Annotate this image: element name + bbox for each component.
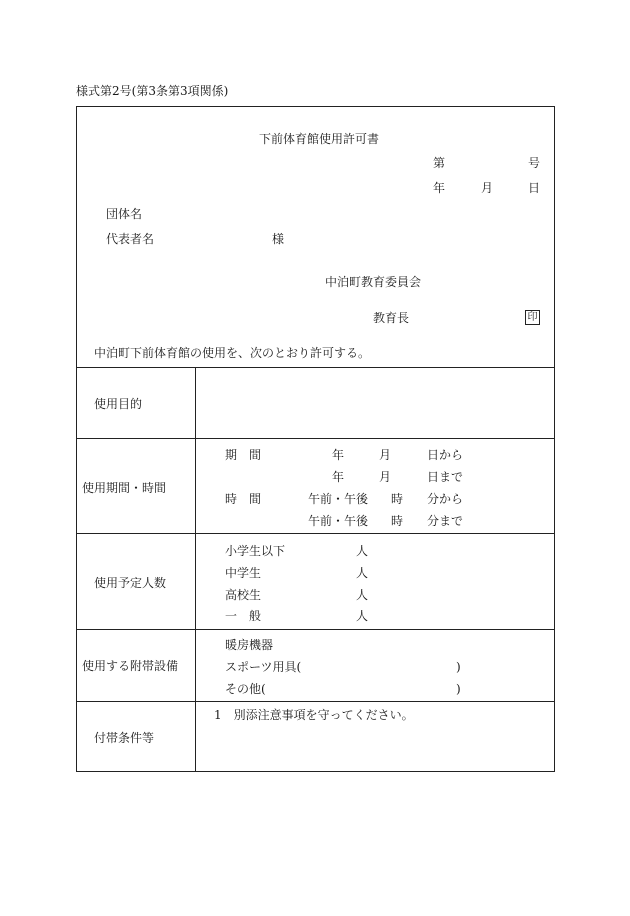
from-day: 日から <box>427 448 464 462</box>
to-month: 月 <box>379 470 392 484</box>
divider <box>77 533 554 534</box>
permit-form <box>76 106 555 772</box>
unit-elementary: 人 <box>356 544 369 558</box>
number-suffix: 号 <box>528 156 541 170</box>
column-divider <box>195 367 196 771</box>
honorific: 様 <box>272 232 285 246</box>
conditions-row-label: 付帯条件等 <box>94 731 155 745</box>
date-day: 日 <box>528 181 541 195</box>
to-hour: 時 <box>391 514 404 528</box>
period-row-label: 使用期間・時間 <box>82 481 167 495</box>
purpose-label: 使用目的 <box>94 397 143 411</box>
sports-close-paren: ) <box>456 660 461 674</box>
divider <box>77 438 554 439</box>
category-junior-high: 中学生 <box>225 566 262 580</box>
seal-mark: 印 <box>525 310 540 325</box>
representative-label: 代表者名 <box>106 232 155 246</box>
issuer-name: 中泊町教育委員会 <box>325 275 422 289</box>
to-ampm: 午前・午後 <box>308 514 369 528</box>
superintendent-label: 教育長 <box>373 311 410 325</box>
people-row-label: 使用予定人数 <box>94 576 167 590</box>
category-elementary: 小学生以下 <box>225 544 286 558</box>
condition-item-1: 1 別添注意事項を守ってください。 <box>214 708 414 722</box>
document-title: 下前体育館使用許可書 <box>259 132 380 146</box>
unit-high-school: 人 <box>356 588 369 602</box>
from-month: 月 <box>379 448 392 462</box>
divider <box>77 629 554 630</box>
time-label: 時 間 <box>225 492 262 506</box>
permit-statement: 中泊町下前体育館の使用を、次のとおり許可する。 <box>94 346 371 360</box>
date-year: 年 <box>433 181 446 195</box>
equipment-row-label: 使用する附帯設備 <box>82 659 179 673</box>
sports-equipment: スポーツ用具( <box>225 660 302 674</box>
to-year: 年 <box>332 470 345 484</box>
to-minute: 分まで <box>427 514 464 528</box>
to-day: 日まで <box>427 470 464 484</box>
from-hour: 時 <box>391 492 404 506</box>
period-label: 期 間 <box>225 448 262 462</box>
heating-equipment: 暖房機器 <box>225 638 274 652</box>
divider <box>77 701 554 702</box>
unit-general: 人 <box>356 609 369 623</box>
category-general: 一 般 <box>225 609 262 623</box>
from-minute: 分から <box>427 492 464 506</box>
divider <box>77 367 554 368</box>
other-close-paren: ) <box>456 682 461 696</box>
category-high-school: 高校生 <box>225 588 262 602</box>
other-equipment: その他( <box>225 682 266 696</box>
number-prefix: 第 <box>433 156 446 170</box>
date-month: 月 <box>481 181 494 195</box>
group-name-label: 団体名 <box>106 207 143 221</box>
form-number-label: 様式第2号(第3条第3項関係) <box>76 84 229 98</box>
from-year: 年 <box>332 448 345 462</box>
unit-junior-high: 人 <box>356 566 369 580</box>
from-ampm: 午前・午後 <box>308 492 369 506</box>
